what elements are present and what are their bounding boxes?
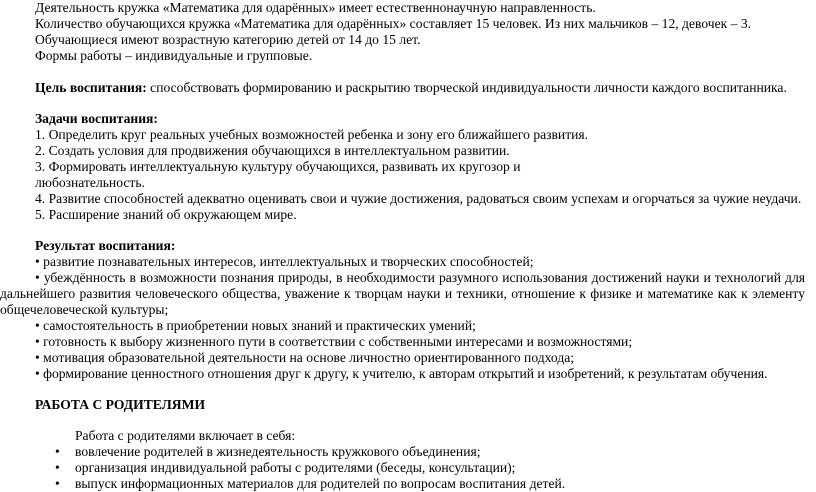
intro-line-1: Деятельность кружка «Математика для одарённых» имеет естественнонаучную направленность. bbox=[35, 0, 596, 15]
result-bullet-2-cont: дальнейшего развития человеческого общества, уважение к творцам науки и техники, отношение к физике и математике как к элементу bbox=[0, 286, 805, 301]
parents-bullet-marker: • bbox=[55, 476, 60, 491]
goal-paragraph bbox=[35, 80, 787, 96]
result-bullet-2-end: общечеловеческой культуры; bbox=[0, 302, 169, 317]
result-bullet-6: • формирование ценностного отношения друг к другу, к учителю, к авторам открытий и изобретений, к результатам обучения. bbox=[35, 366, 768, 381]
intro-line-3: Обучающиеся имеют возрастную категорию детей от 14 до 15 лет. bbox=[35, 32, 421, 47]
parents-heading: РАБОТА С РОДИТЕЛЯМИ bbox=[35, 397, 206, 412]
parents-list-item: выпуск информационных материалов для родителей по вопросам воспитания детей. bbox=[75, 476, 566, 491]
task-item-3-cont: любознательность. bbox=[35, 175, 145, 190]
parents-bullet-marker: • bbox=[55, 460, 60, 475]
goal-text: способствовать формированию и раскрытию творческой индивидуальности личности каждого воспитанника. bbox=[146, 80, 787, 95]
task-item-4: 4. Развитие способностей адекватно оценивать свои и чужие достижения, радоваться своим успехам и огорчаться за чужие неудачи. bbox=[35, 191, 802, 206]
tasks-heading: Задачи воспитания: bbox=[35, 111, 158, 126]
parents-list-item: организация индивидуальной работы с родителями (беседы, консультации); bbox=[75, 460, 516, 475]
parents-intro: Работа с родителями включает в себя: bbox=[75, 428, 296, 443]
intro-line-4: Формы работы – индивидуальные и групповые. bbox=[35, 48, 313, 63]
task-item-3: 3. Формировать интеллектуальную культуру обучающихся, развивать их кругозор и bbox=[35, 159, 521, 174]
goal-label: Цель воспитания: bbox=[35, 80, 147, 95]
result-bullet-4: • готовность к выбору жизненного пути в соответствии с собственными интересами и возможностями; bbox=[35, 334, 633, 349]
result-bullet-1: • развитие познавательных интересов, интеллектуальных и творческих способностей; bbox=[35, 254, 534, 269]
task-item-5: 5. Расширение знаний об окружающем мире. bbox=[35, 207, 297, 222]
task-item-1: 1. Определить круг реальных учебных возможностей ребенка и зону его ближайшего развития. bbox=[35, 127, 589, 142]
result-bullet-3: • самостоятельность в приобретении новых знаний и практических умений; bbox=[35, 318, 476, 333]
result-bullet-2: • убеждённость в возможности познания природы, в необходимости разумного использования достижений науки и технологий для bbox=[35, 270, 805, 285]
parents-bullet-marker: • bbox=[55, 444, 60, 459]
intro-line-2: Количество обучающихся кружка «Математика для одарённых» составляет 15 человек. Из них мальчиков – 12, девочек – 3. bbox=[35, 16, 752, 31]
result-bullet-5: • мотивация образовательной деятельности на основе личностно ориентированного подхода; bbox=[35, 350, 575, 365]
parents-list-item: вовлечение родителей в жизнедеятельность кружкового объединения; bbox=[75, 444, 481, 459]
result-heading: Результат воспитания: bbox=[35, 238, 176, 253]
task-item-2: 2. Создать условия для продвижения обучающихся в интеллектуальном развитии. bbox=[35, 143, 510, 158]
